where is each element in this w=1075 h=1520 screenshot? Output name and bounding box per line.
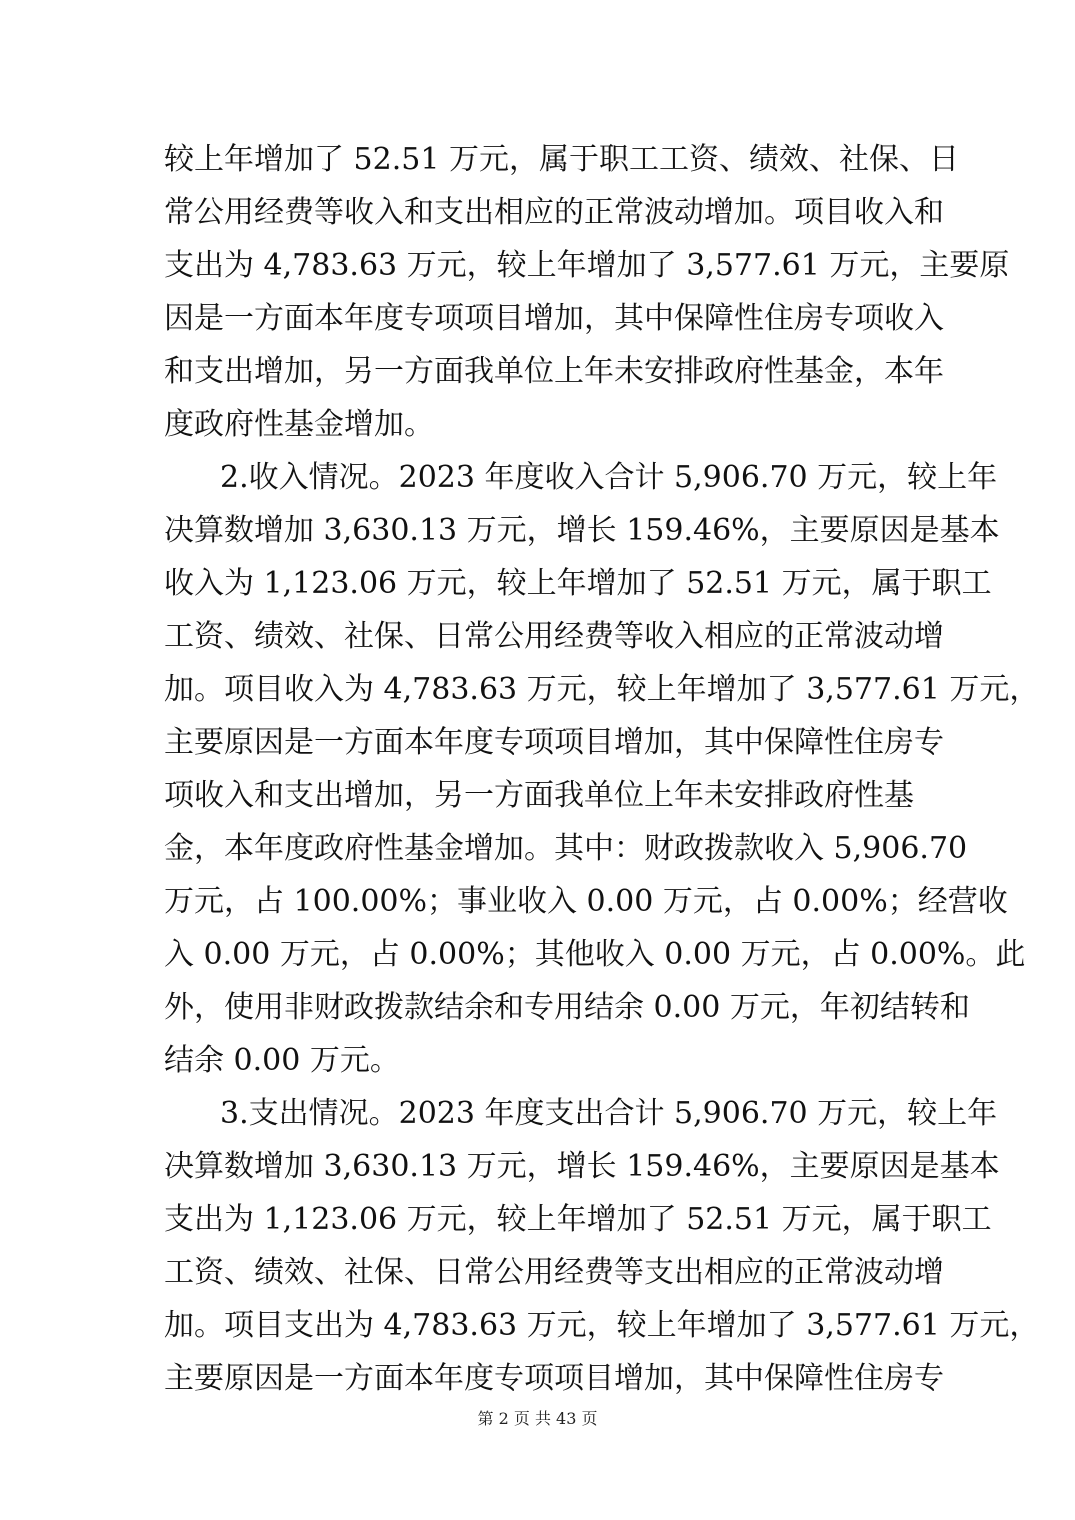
text-line: 加。项目收入为 4,783.63 万元，较上年增加了 3,577.61 万元，	[164, 672, 1040, 707]
text-line: 主要原因是一方面本年度专项项目增加，其中保障性住房专	[164, 725, 944, 760]
text-line: 加。项目支出为 4,783.63 万元，较上年增加了 3,577.61 万元，	[164, 1308, 1040, 1343]
text-line: 工资、绩效、社保、日常公用经费等支出相应的正常波动增	[164, 1255, 944, 1290]
paragraph-first-line: 2.收入情况。2023 年度收入合计 5,906.70 万元，较上年	[220, 460, 998, 495]
text-line: 支出为 1,123.06 万元，较上年增加了 52.51 万元，属于职工	[164, 1202, 992, 1237]
text-line: 较上年增加了 52.51 万元，属于职工工资、绩效、社保、日	[164, 142, 959, 177]
page-number-footer: 第 2 页 共 43 页	[477, 1409, 598, 1428]
text-line: 入 0.00 万元，占 0.00%；其他收入 0.00 万元，占 0.00%。此	[164, 937, 1026, 972]
paragraph-first-line: 3.支出情况。2023 年度支出合计 5,906.70 万元，较上年	[220, 1096, 998, 1131]
text-line: 常公用经费等收入和支出相应的正常波动增加。项目收入和	[164, 195, 944, 230]
text-line: 和支出增加，另一方面我单位上年未安排政府性基金，本年	[164, 354, 944, 389]
text-line: 决算数增加 3,630.13 万元，增长 159.46%，主要原因是基本	[164, 1149, 1000, 1184]
text-line: 主要原因是一方面本年度专项项目增加，其中保障性住房专	[164, 1361, 944, 1396]
text-line: 结余 0.00 万元。	[164, 1043, 400, 1078]
text-line: 工资、绩效、社保、日常公用经费等收入相应的正常波动增	[164, 619, 944, 654]
text-line: 因是一方面本年度专项项目增加，其中保障性住房专项收入	[164, 301, 944, 336]
text-line: 项收入和支出增加，另一方面我单位上年未安排政府性基	[164, 778, 914, 813]
text-line: 决算数增加 3,630.13 万元，增长 159.46%，主要原因是基本	[164, 513, 1000, 548]
text-line: 收入为 1,123.06 万元，较上年增加了 52.51 万元，属于职工	[164, 566, 992, 601]
text-line: 度政府性基金增加。	[164, 407, 434, 442]
text-line: 金，本年度政府性基金增加。其中：财政拨款收入 5,906.70	[164, 831, 968, 866]
document-body	[164, 133, 1040, 1405]
text-line: 支出为 4,783.63 万元，较上年增加了 3,577.61 万元，主要原	[164, 248, 1010, 283]
text-line: 万元，占 100.00%；事业收入 0.00 万元，占 0.00%；经营收	[164, 884, 1008, 919]
text-line: 外，使用非财政拨款结余和专用结余 0.00 万元，年初结转和	[164, 990, 970, 1025]
